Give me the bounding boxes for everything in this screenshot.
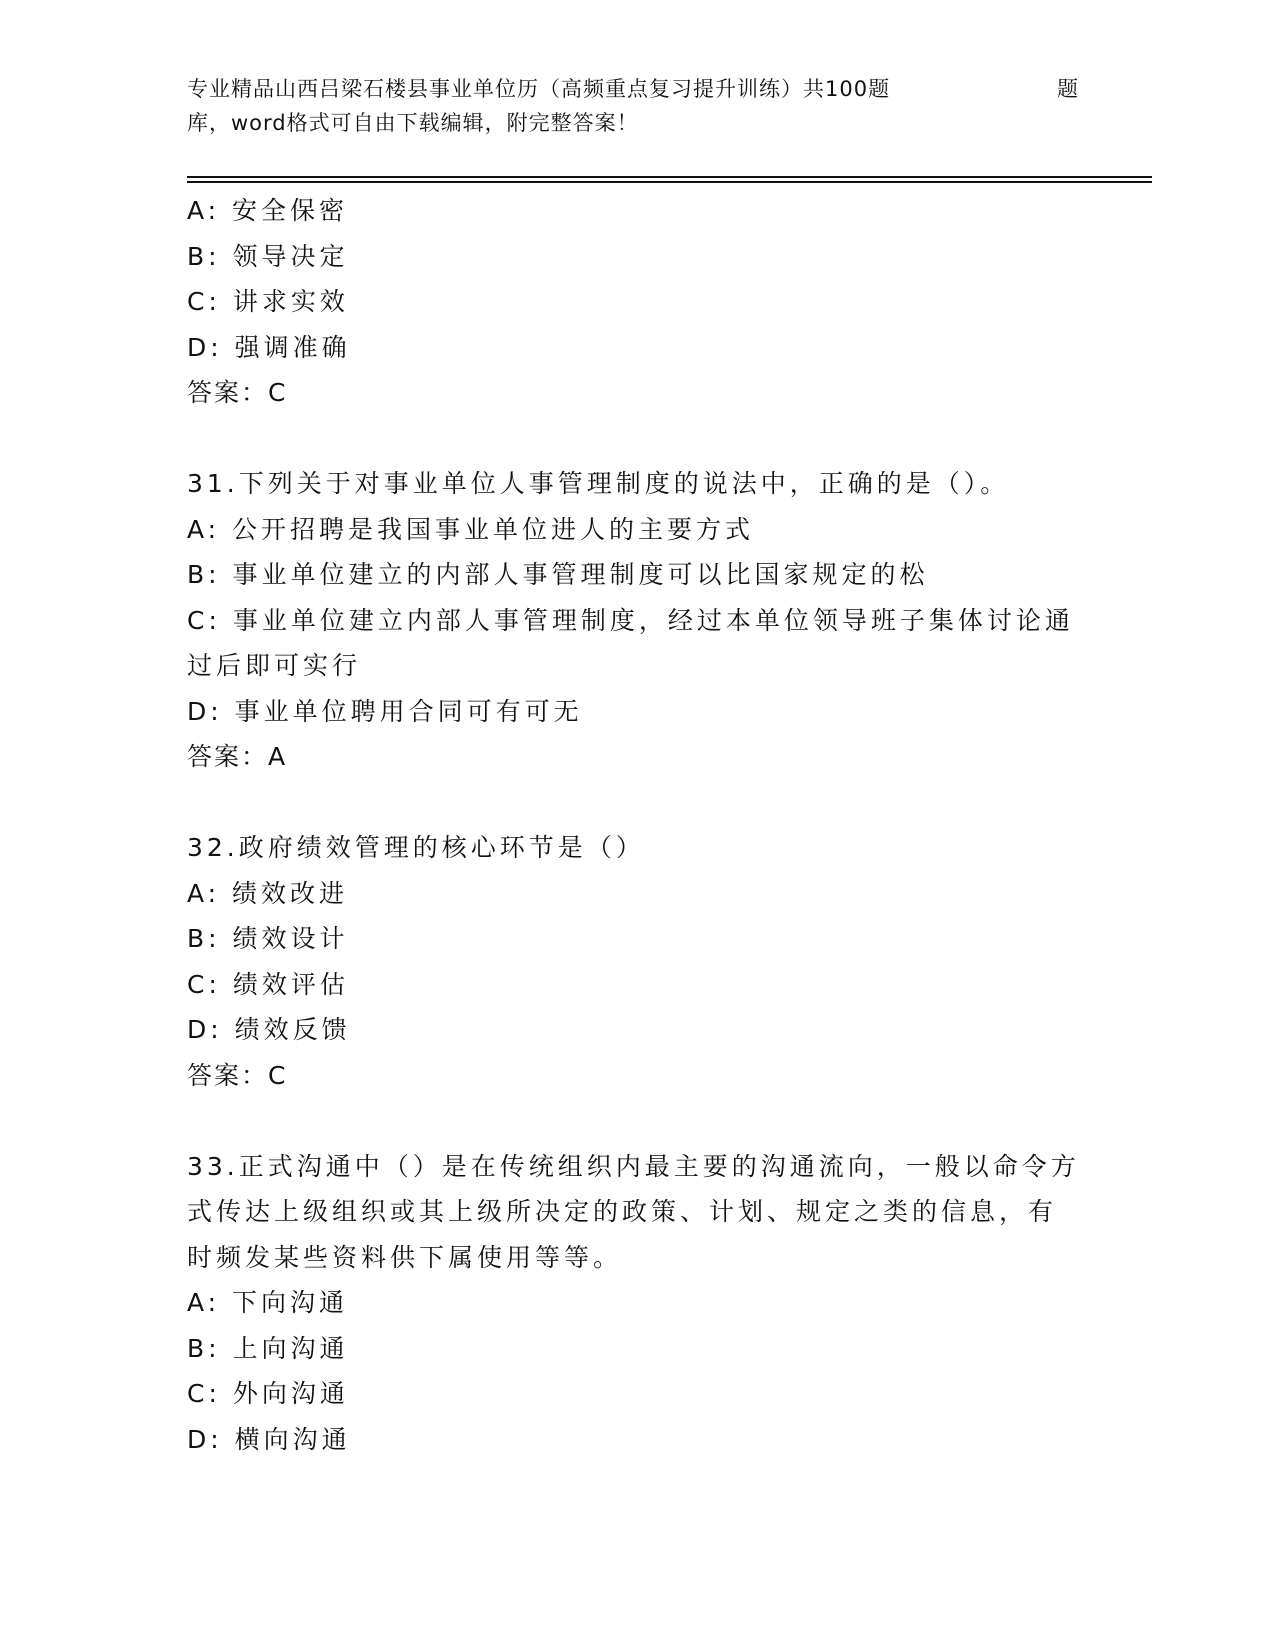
option-c-continued: 过后即可实行 (187, 651, 362, 680)
spacer (187, 1098, 1087, 1144)
spacer (187, 416, 1087, 462)
question-stem: 32.政府绩效管理的核心环节是（） (187, 833, 645, 862)
header-divider-top (187, 176, 1152, 178)
option-a: A: 公开招聘是我国事业单位进人的主要方式 (187, 514, 755, 544)
option-a: A: 绩效改进 (187, 878, 349, 908)
option-b: B: 上向沟通 (187, 1333, 349, 1363)
question-31 (187, 461, 1087, 780)
answer: 答案：C (187, 378, 288, 407)
question-stem-continued: 时频发某些资料供下属使用等等。 (187, 1242, 623, 1272)
option-b: B: 事业单位建立的内部人事管理制度可以比国家规定的松 (187, 560, 929, 589)
option-d: D: 横向沟通 (187, 1424, 351, 1454)
document-header (187, 72, 1087, 140)
option-b: B: 绩效设计 (187, 924, 349, 953)
option-d: D: 事业单位聘用合同可有可无 (187, 696, 583, 726)
option-c: C: 外向沟通 (187, 1379, 349, 1408)
option-d: D: 绩效反馈 (187, 1015, 351, 1044)
question-stem: 31.下列关于对事业单位人事管理制度的说法中，正确的是（）。 (187, 469, 1010, 498)
header-title: 专业精品山西吕梁石楼县事业单位历（高频重点复习提升训练）共100题 (187, 77, 891, 101)
header-line-1 (187, 72, 1087, 106)
answer: 答案：C (187, 1060, 288, 1090)
option-d: D: 强调准确 (187, 332, 351, 362)
question-30-continuation (187, 188, 1087, 416)
option-c: C: 事业单位建立内部人事管理制度，经过本单位领导班子集体讨论通 (187, 605, 1074, 635)
document-body (187, 188, 1087, 1462)
question-33 (187, 1144, 1087, 1463)
option-a: A: 下向沟通 (187, 1288, 349, 1317)
question-stem: 33.正式沟通中（）是在传统组织内最主要的沟通流向，一般以命令方 (187, 1151, 1080, 1181)
question-stem-continued: 式传达上级组织或其上级所决定的政策、计划、规定之类的信息，有 (187, 1197, 1058, 1226)
header-line-2: 库，word格式可自由下载编辑，附完整答案！ (187, 111, 639, 135)
header-divider-bottom (187, 181, 1152, 183)
option-b: B: 领导决定 (187, 241, 349, 271)
spacer (187, 780, 1087, 826)
question-32 (187, 825, 1087, 1098)
answer: 答案：A (187, 742, 288, 771)
option-c: C: 绩效评估 (187, 969, 349, 999)
header-title-tail: 题 (1057, 77, 1079, 101)
option-c: C: 讲求实效 (187, 287, 349, 316)
option-a: A: 安全保密 (187, 196, 349, 225)
